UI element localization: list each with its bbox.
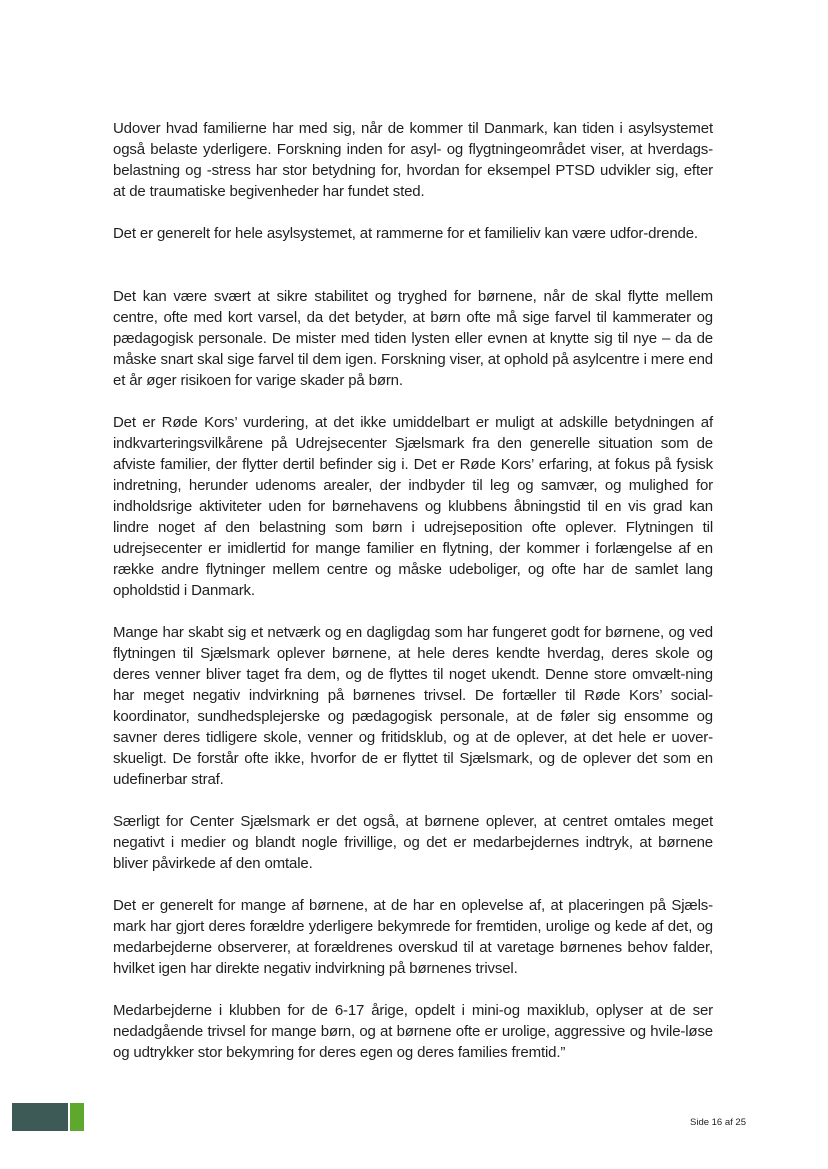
paragraph-2: Det er generelt for hele asylsystemet, at rammerne for et familieliv kan være udfor-drende. xyxy=(113,225,698,242)
paragraph-1: Udover hvad familierne har med sig, når de kommer til Danmark, kan tiden i asylsystemet også belaste yderligere. Forskning inden for asyl- og flygtningeområdet viser, at hverdags-belastning og -stress har stor betydning for, hvordan for eksempel PTSD udvikler sig, efter at de traumatiske begivenheder har fundet sted. xyxy=(113,120,713,200)
logo-dark-block xyxy=(12,1103,68,1131)
paragraph-7: Det er generelt for mange af børnene, at de har en oplevelse af, at placeringen på Sjæls-mark har gjort deres forældre yderligere bekymrede for fremtiden, urolige og kede af det, og medarbejderne observerer, at forældrenes overskud til at varetage børnenes behov falder, hvilket igen har direkte negativ indvirkning på børnenes trivsel. xyxy=(113,897,713,977)
document-body xyxy=(113,118,713,1063)
paragraph-3: Det kan være svært at sikre stabilitet og tryghed for børnene, når de skal flytte mellem centre, ofte med kort varsel, da det betyder, at børn ofte må sige farvel til kammerater og pædagogisk personale. De mister med tiden lysten eller evnen at knytte sig til nye – da de måske snart skal sige farvel til dem igen. Forskning viser, at ophold på asylcentre i mere end et år øger risikoen for varige skader på børn. xyxy=(113,288,713,389)
logo-green-block xyxy=(70,1103,84,1131)
paragraph-8: Medarbejderne i klubben for de 6-17 årige, opdelt i mini-og maxiklub, oplyser at de ser nedadgående trivsel for mange børn, og at børnene ofte er urolige, aggressive og hvile-løse og udtrykker stor bekymring for deres egen og deres families fremtid.” xyxy=(113,1002,713,1061)
paragraph-4: Det er Røde Kors’ vurdering, at det ikke umiddelbart er muligt at adskille betydningen af indkvarteringsvilkårene på Udrejsecenter Sjælsmark fra den generelle situation som de afviste familier, der flytter dertil befinder sig i. Det er Røde Kors’ erfaring, at fokus på fysisk indretning, herunder udenoms arealer, der indbyder til leg og samvær, og mulighed for indholdsrige aktiviteter uden for børnehavens og klubbens åbningstid til en vis grad kan lindre noget af den belastning som børn i udrejseposition ofte oplever. Flytningen til udrejsecenter er imidlertid for mange familier en flytning, der kommer i forlængelse af en række andre flytninger mellem centre og måske udeboliger, og ofte har de samlet lang opholdstid i Danmark. xyxy=(113,414,713,599)
paragraph-5: Mange har skabt sig et netværk og en dagligdag som har fungeret godt for børnene, og ved flytningen til Sjælsmark oplever børnene, at hele deres kendte hverdag, deres skole og deres venner bliver taget fra dem, og de flyttes til noget ukendt. Denne store omvælt-ning har meget negativ indvirkning på børnenes trivsel. De fortæller til Røde Kors’ social-koordinator, sundhedsplejerske og pædagogisk personale, at de føler sig ensomme og savner deres tidligere skole, venner og fritidsklub, og at de oplever, at det hele er uover-skueligt. De forstår ofte ikke, hvorfor de er flyttet til Sjælsmark, og de oplever det som en udefinerbar straf. xyxy=(113,624,713,788)
paragraph-6: Særligt for Center Sjælsmark er det også, at børnene oplever, at centret omtales meget negativt i medier og blandt nogle frivillige, og det er medarbejdernes indtryk, at børnene bliver påvirkede af den omtale. xyxy=(113,813,713,872)
brand-bar-logo xyxy=(12,1103,84,1131)
page-number: Side 16 af 25 xyxy=(690,1117,746,1128)
